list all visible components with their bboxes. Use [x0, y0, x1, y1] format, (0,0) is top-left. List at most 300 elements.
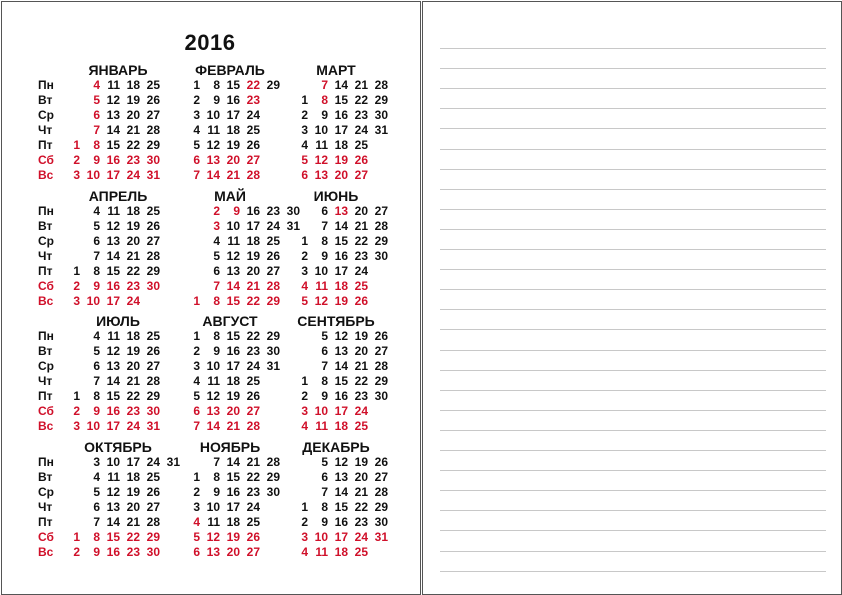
note-line: [440, 329, 826, 330]
calendar-day: 1: [193, 470, 200, 484]
calendar-day: 29: [266, 294, 280, 308]
calendar-day: 3: [301, 404, 308, 418]
calendar-day: 3: [213, 219, 220, 233]
calendar-day: 1: [301, 234, 308, 248]
calendar-day: 24: [126, 419, 140, 433]
calendar-day: 8: [93, 264, 100, 278]
calendar-day: 17: [246, 219, 260, 233]
calendar-day: 6: [301, 168, 308, 182]
calendar-day: 18: [334, 138, 348, 152]
calendar-day: 14: [334, 78, 348, 92]
calendar-day: 5: [193, 530, 200, 544]
calendar-day: 16: [226, 93, 240, 107]
calendar-day: 12: [106, 485, 120, 499]
calendar-day: 5: [321, 455, 328, 469]
calendar-day: 22: [126, 389, 140, 403]
calendar-day: 29: [374, 93, 388, 107]
note-line: [440, 249, 826, 250]
calendar-day: 25: [266, 234, 280, 248]
calendar-day: 2: [301, 389, 308, 403]
calendar-day: 13: [314, 168, 328, 182]
calendar-day: 26: [354, 153, 368, 167]
calendar-day: 20: [126, 108, 140, 122]
note-line: [440, 530, 826, 531]
note-line: [440, 149, 826, 150]
calendar-day: 22: [246, 329, 260, 343]
calendar-day: 20: [126, 234, 140, 248]
calendar-day: 10: [86, 419, 100, 433]
calendar-day: 22: [354, 93, 368, 107]
calendar-day: 21: [246, 279, 260, 293]
calendar-day: 1: [73, 264, 80, 278]
calendar-day: 15: [334, 234, 348, 248]
calendar-day: 2: [213, 204, 220, 218]
calendar-day: 2: [73, 545, 80, 559]
calendar-day: 22: [354, 374, 368, 388]
calendar-day: 6: [321, 344, 328, 358]
calendar-day: 11: [107, 329, 120, 343]
calendar-day: 23: [354, 389, 368, 403]
calendar-day: 18: [334, 279, 348, 293]
weekday-label: Ср: [38, 108, 54, 122]
weekday-label: Пт: [38, 389, 53, 403]
calendar-day: 13: [106, 108, 120, 122]
calendar-day: 21: [126, 123, 140, 137]
calendar-day: 27: [146, 359, 160, 373]
calendar-day: 4: [193, 123, 200, 137]
calendar-day: 30: [374, 515, 388, 529]
weekday-label: Сб: [38, 404, 54, 418]
weekday-label: Вт: [38, 93, 53, 107]
calendar-day: 2: [301, 249, 308, 263]
calendar-day: 29: [374, 234, 388, 248]
calendar-day: 25: [146, 470, 160, 484]
calendar-day: 27: [266, 264, 280, 278]
calendar-day: 12: [106, 344, 120, 358]
calendar-day: 31: [374, 123, 388, 137]
calendar-day: 11: [315, 279, 328, 293]
calendar-day: 18: [226, 374, 240, 388]
calendar-day: 27: [246, 404, 260, 418]
calendar-day: 15: [106, 138, 120, 152]
calendar-day: 26: [146, 344, 160, 358]
calendar-day: 17: [334, 123, 348, 137]
month-title: ИЮЛЬ: [96, 313, 140, 329]
calendar-day: 2: [73, 404, 80, 418]
weekday-label: Сб: [38, 153, 54, 167]
month-title: ЯНВАРЬ: [88, 62, 148, 78]
weekday-label: Ср: [38, 234, 54, 248]
calendar-day: 16: [334, 389, 348, 403]
calendar-day: 3: [301, 123, 308, 137]
calendar-day: 14: [226, 279, 240, 293]
calendar-day: 26: [246, 530, 260, 544]
calendar-day: 26: [146, 485, 160, 499]
calendar-day: 24: [246, 500, 260, 514]
calendar-day: 1: [193, 294, 200, 308]
calendar-day: 6: [93, 108, 100, 122]
calendar-day: 30: [146, 279, 160, 293]
calendar-day: 23: [126, 279, 140, 293]
calendar-day: 23: [354, 515, 368, 529]
calendar-day: 4: [93, 470, 100, 484]
calendar-day: 13: [334, 204, 348, 218]
month-title: ДЕКАБРЬ: [302, 439, 370, 455]
calendar-day: 27: [146, 500, 160, 514]
calendar-day: 26: [146, 219, 160, 233]
calendar-day: 9: [321, 389, 328, 403]
calendar-day: 16: [226, 344, 240, 358]
calendar-day: 19: [126, 344, 140, 358]
calendar-day: 27: [146, 108, 160, 122]
calendar-day: 7: [93, 123, 100, 137]
weekday-label: Сб: [38, 279, 54, 293]
note-line: [440, 48, 826, 49]
calendar-day: 16: [106, 404, 120, 418]
calendar-day: 26: [266, 249, 280, 263]
note-line: [440, 551, 826, 552]
calendar-day: 20: [334, 168, 348, 182]
calendar-day: 17: [226, 359, 240, 373]
calendar-day: 28: [266, 279, 280, 293]
calendar-day: 9: [321, 249, 328, 263]
calendar-day: 21: [126, 374, 140, 388]
calendar-day: 14: [334, 359, 348, 373]
calendar-day: 11: [315, 545, 328, 559]
calendar-day: 22: [246, 294, 260, 308]
calendar-day: 17: [226, 108, 240, 122]
calendar-day: 29: [266, 78, 280, 92]
calendar-day: 27: [246, 545, 260, 559]
calendar-day: 6: [321, 470, 328, 484]
calendar-day: 22: [246, 78, 260, 92]
weekday-label: Вт: [38, 470, 53, 484]
calendar-day: 15: [226, 470, 240, 484]
calendar-day: 17: [334, 404, 348, 418]
calendar-day: 14: [206, 168, 220, 182]
calendar-day: 15: [334, 374, 348, 388]
calendar-day: 23: [126, 153, 140, 167]
calendar-day: 19: [354, 455, 368, 469]
calendar-day: 31: [286, 219, 300, 233]
calendar-day: 25: [354, 419, 368, 433]
calendar-day: 4: [93, 78, 100, 92]
calendar-day: 27: [354, 168, 368, 182]
calendar-day: 29: [146, 530, 160, 544]
calendar-day: 9: [233, 204, 240, 218]
calendar-day: 19: [226, 138, 240, 152]
calendar-day: 4: [213, 234, 220, 248]
calendar-day: 25: [246, 515, 260, 529]
calendar-day: 28: [374, 78, 388, 92]
calendar-day: 27: [374, 470, 388, 484]
calendar-day: 29: [266, 470, 280, 484]
calendar-day: 1: [193, 78, 200, 92]
calendar-day: 15: [106, 264, 120, 278]
calendar-day: 3: [301, 264, 308, 278]
calendar-day: 16: [226, 485, 240, 499]
calendar-day: 25: [246, 374, 260, 388]
calendar-day: 29: [374, 374, 388, 388]
calendar-day: 18: [126, 470, 140, 484]
calendar-day: 9: [93, 153, 100, 167]
calendar-day: 25: [354, 138, 368, 152]
note-line: [440, 510, 826, 511]
calendar-day: 16: [106, 279, 120, 293]
note-line: [440, 370, 826, 371]
calendar-day: 30: [146, 545, 160, 559]
calendar-day: 18: [126, 329, 140, 343]
calendar-day: 4: [93, 204, 100, 218]
calendar-day: 10: [314, 123, 328, 137]
calendar-day: 12: [206, 530, 220, 544]
calendar-day: 26: [374, 329, 388, 343]
weekday-label: Сб: [38, 530, 54, 544]
weekday-label: Пт: [38, 264, 53, 278]
calendar-day: 28: [374, 485, 388, 499]
calendar-day: 13: [206, 153, 220, 167]
calendar-day: 11: [107, 78, 120, 92]
calendar-day: 4: [301, 545, 308, 559]
calendar-day: 26: [374, 455, 388, 469]
calendar-day: 7: [193, 168, 200, 182]
weekday-label: Пн: [38, 329, 54, 343]
calendar-day: 28: [374, 359, 388, 373]
calendar-day: 25: [354, 279, 368, 293]
weekday-label: Чт: [38, 123, 53, 137]
calendar-day: 21: [226, 168, 240, 182]
month-title: МАЙ: [214, 188, 246, 204]
calendar-day: 1: [301, 500, 308, 514]
calendar-day: 5: [193, 138, 200, 152]
calendar-day: 12: [206, 138, 220, 152]
calendar-day: 20: [126, 500, 140, 514]
calendar-day: 9: [93, 545, 100, 559]
calendar-day: 17: [106, 294, 120, 308]
calendar-day: 5: [93, 93, 100, 107]
calendar-day: 15: [226, 294, 240, 308]
note-line: [440, 390, 826, 391]
calendar-day: 3: [93, 455, 100, 469]
calendar-day: 13: [226, 264, 240, 278]
calendar-day: 4: [193, 374, 200, 388]
calendar-day: 3: [193, 500, 200, 514]
calendar-day: 18: [126, 204, 140, 218]
note-line: [440, 571, 826, 572]
weekday-label: Пн: [38, 78, 54, 92]
calendar-day: 11: [207, 515, 220, 529]
calendar-day: 13: [206, 404, 220, 418]
calendar-day: 12: [206, 389, 220, 403]
calendar-day: 24: [126, 168, 140, 182]
calendar-day: 26: [146, 93, 160, 107]
calendar-day: 2: [193, 485, 200, 499]
calendar-day: 17: [126, 455, 140, 469]
note-line: [440, 189, 826, 190]
weekday-label: Вт: [38, 219, 53, 233]
calendar-day: 5: [193, 389, 200, 403]
weekday-label: Чт: [38, 500, 53, 514]
calendar-day: 14: [226, 455, 240, 469]
calendar-day: 6: [93, 234, 100, 248]
calendar-day: 5: [93, 344, 100, 358]
calendar-day: 7: [93, 249, 100, 263]
calendar-day: 19: [126, 93, 140, 107]
calendar-day: 7: [213, 455, 220, 469]
calendar-day: 18: [226, 123, 240, 137]
calendar-day: 2: [73, 153, 80, 167]
calendar-day: 7: [213, 279, 220, 293]
weekday-label: Вс: [38, 168, 54, 182]
calendar-day: 6: [213, 264, 220, 278]
calendar-day: 9: [321, 515, 328, 529]
calendar-day: 26: [246, 138, 260, 152]
calendar-day: 3: [73, 294, 80, 308]
calendar-day: 3: [193, 359, 200, 373]
calendar-day: 2: [73, 279, 80, 293]
calendar-day: 29: [374, 500, 388, 514]
weekday-label: Чт: [38, 249, 53, 263]
calendar-day: 12: [314, 153, 328, 167]
note-line: [440, 430, 826, 431]
note-line: [440, 169, 826, 170]
calendar-day: 21: [126, 249, 140, 263]
calendar-day: 28: [246, 419, 260, 433]
calendar-day: 10: [314, 404, 328, 418]
calendar-day: 8: [93, 530, 100, 544]
notes-page: [422, 1, 842, 595]
note-line: [440, 350, 826, 351]
calendar-day: 21: [246, 455, 260, 469]
calendar-day: 7: [193, 419, 200, 433]
calendar-day: 15: [334, 500, 348, 514]
calendar-day: 12: [314, 294, 328, 308]
calendar-day: 23: [266, 204, 280, 218]
calendar-day: 23: [126, 545, 140, 559]
calendar-day: 23: [354, 249, 368, 263]
weekday-label: Ср: [38, 485, 54, 499]
note-line: [440, 470, 826, 471]
calendar-day: 22: [354, 500, 368, 514]
calendar-day: 12: [106, 219, 120, 233]
calendar-day: 21: [354, 485, 368, 499]
calendar-day: 22: [126, 264, 140, 278]
calendar-day: 23: [126, 404, 140, 418]
calendar-day: 8: [213, 78, 220, 92]
calendar-day: 14: [334, 485, 348, 499]
calendar-day: 18: [126, 78, 140, 92]
calendar-day: 14: [106, 374, 120, 388]
calendar-day: 6: [93, 359, 100, 373]
calendar-day: 15: [106, 389, 120, 403]
calendar-day: 5: [93, 219, 100, 233]
calendar-day: 7: [321, 78, 328, 92]
calendar-day: 8: [321, 374, 328, 388]
calendar-day: 20: [226, 545, 240, 559]
calendar-day: 29: [266, 329, 280, 343]
calendar-day: 10: [206, 359, 220, 373]
calendar-day: 8: [213, 329, 220, 343]
calendar-day: 28: [246, 168, 260, 182]
calendar-day: 28: [146, 515, 160, 529]
calendar-day: 10: [86, 168, 100, 182]
calendar-day: 21: [354, 219, 368, 233]
calendar-day: 8: [321, 234, 328, 248]
calendar-day: 30: [374, 389, 388, 403]
calendar-day: 10: [86, 294, 100, 308]
calendar-day: 8: [321, 93, 328, 107]
calendar-day: 19: [226, 389, 240, 403]
calendar-day: 1: [301, 93, 308, 107]
calendar-day: 24: [354, 264, 368, 278]
calendar-day: 30: [266, 344, 280, 358]
calendar-day: 14: [106, 123, 120, 137]
calendar-day: 7: [321, 219, 328, 233]
calendar-day: 2: [193, 93, 200, 107]
calendar-day: 5: [93, 485, 100, 499]
calendar-day: 18: [334, 545, 348, 559]
calendar-day: 7: [93, 515, 100, 529]
calendar-day: 24: [126, 294, 140, 308]
calendar-day: 22: [246, 470, 260, 484]
calendar-day: 9: [93, 404, 100, 418]
calendar-day: 10: [206, 500, 220, 514]
note-line: [440, 490, 826, 491]
calendar-day: 5: [301, 153, 308, 167]
calendar-day: 22: [354, 234, 368, 248]
calendar-day: 12: [334, 329, 348, 343]
calendar-day: 30: [266, 485, 280, 499]
calendar-day: 19: [354, 329, 368, 343]
calendar-day: 19: [246, 249, 260, 263]
calendar-day: 6: [193, 404, 200, 418]
calendar-day: 19: [334, 153, 348, 167]
calendar-day: 20: [354, 470, 368, 484]
calendar-day: 25: [146, 329, 160, 343]
calendar-day: 11: [315, 419, 328, 433]
calendar-day: 5: [213, 249, 220, 263]
calendar-day: 20: [246, 264, 260, 278]
calendar-day: 4: [301, 138, 308, 152]
calendar-day: 10: [314, 264, 328, 278]
calendar-day: 15: [334, 93, 348, 107]
calendar-day: 7: [321, 359, 328, 373]
note-line: [440, 68, 826, 69]
month-title: МАРТ: [316, 62, 356, 78]
calendar-day: 3: [73, 419, 80, 433]
calendar-day: 9: [93, 279, 100, 293]
calendar-day: 1: [193, 329, 200, 343]
calendar-day: 3: [73, 168, 80, 182]
note-line: [440, 309, 826, 310]
note-line: [440, 269, 826, 270]
calendar-day: 27: [374, 204, 388, 218]
calendar-day: 20: [354, 204, 368, 218]
calendar-day: 20: [226, 153, 240, 167]
calendar-day: 18: [334, 419, 348, 433]
calendar-day: 28: [374, 219, 388, 233]
calendar-day: 9: [213, 344, 220, 358]
calendar-day: 6: [193, 153, 200, 167]
calendar-day: 26: [354, 294, 368, 308]
calendar-day: 13: [106, 500, 120, 514]
calendar-day: 24: [266, 219, 280, 233]
calendar-day: 17: [226, 500, 240, 514]
calendar-day: 2: [301, 515, 308, 529]
calendar-day: 30: [146, 153, 160, 167]
calendar-day: 16: [246, 204, 260, 218]
calendar-day: 10: [206, 108, 220, 122]
